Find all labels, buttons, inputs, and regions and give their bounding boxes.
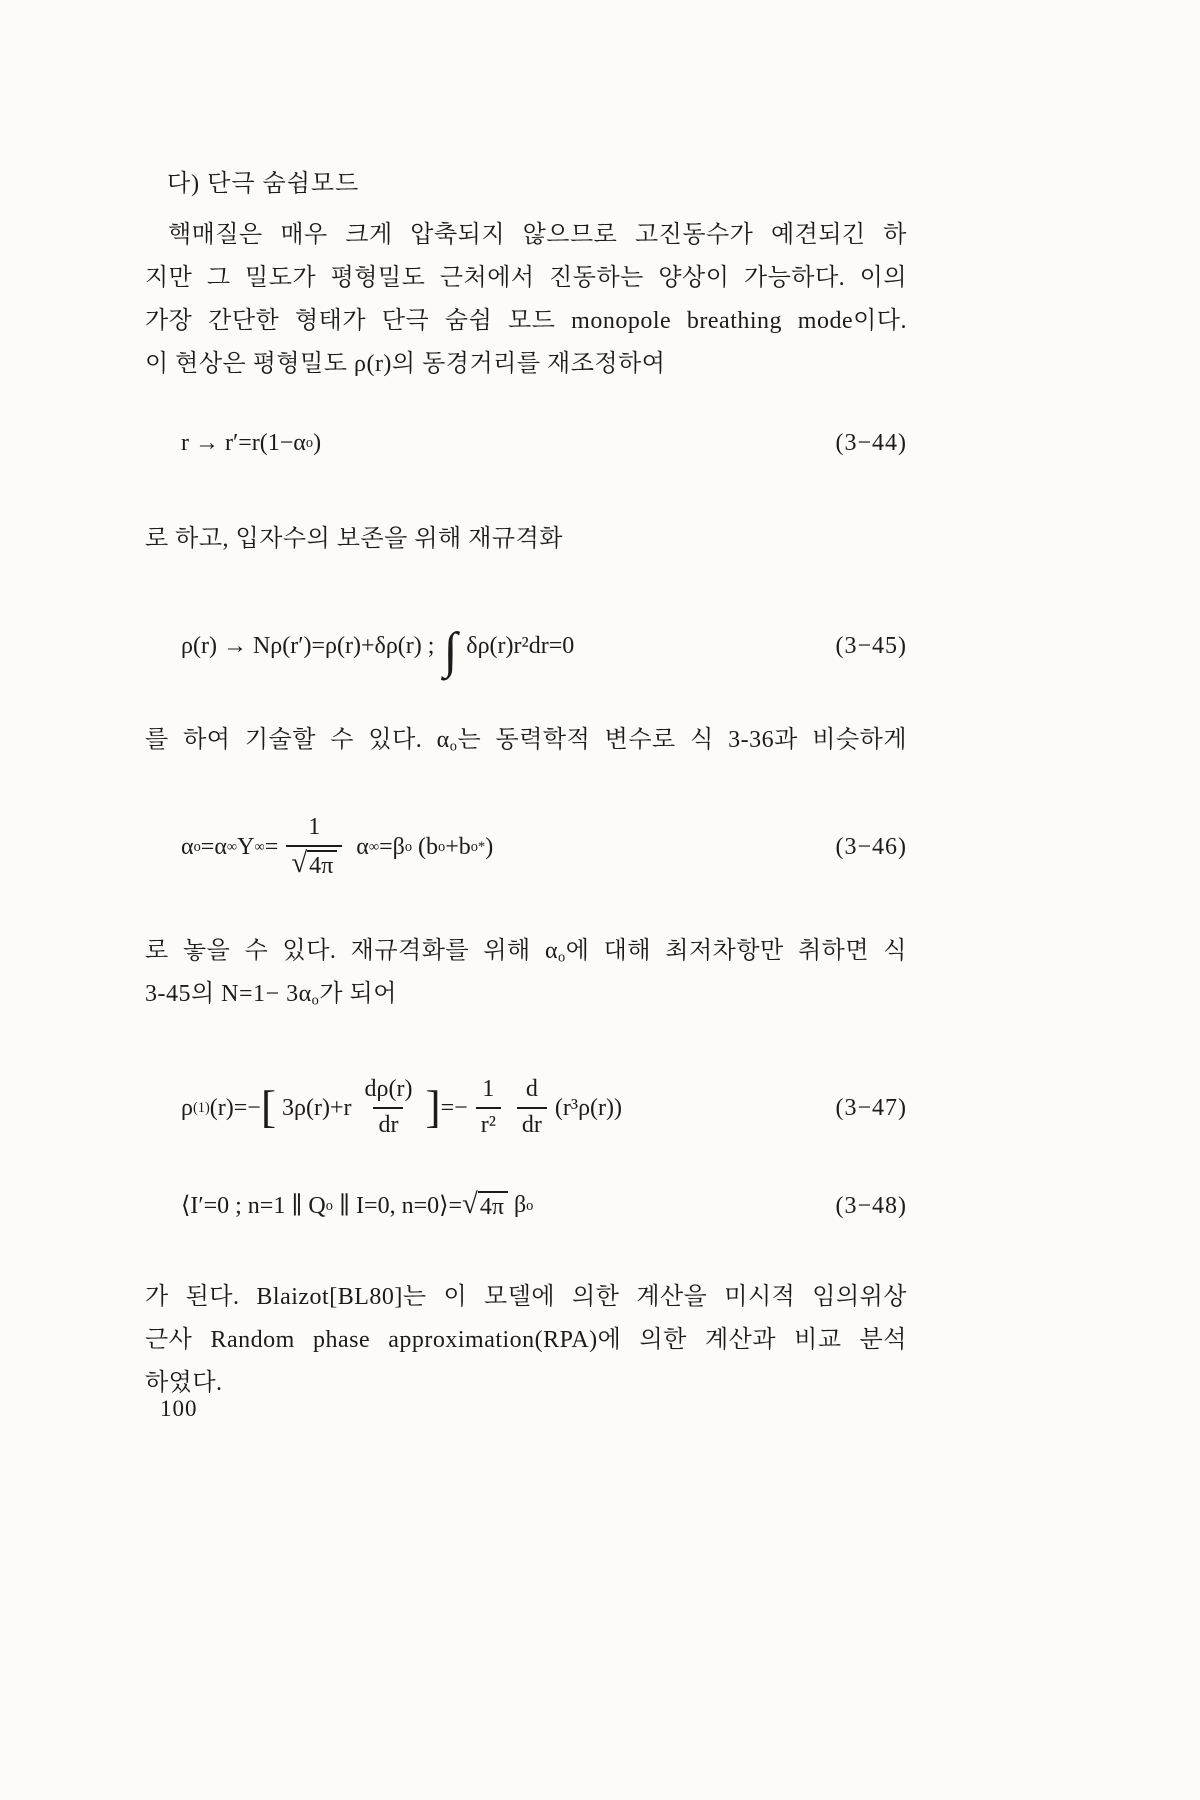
text-line: 가 된다. Blaizot[BL80]는 이 모델에 의한 계산을 미시적 임의위상 [145, 1284, 907, 1310]
equation-3-44 [145, 426, 907, 460]
paragraph-alpha [145, 719, 907, 762]
equation-3-47 [145, 1062, 907, 1154]
paragraph-renorm [145, 930, 907, 1016]
equation-expression: ρ(r) → Nρ(r′)=ρ(r)+δρ(r) ; ∫ δρ(r)r²dr=0 [181, 622, 575, 678]
text-block [145, 163, 907, 1405]
text-line: 하였다. [145, 1370, 223, 1396]
equation-expression: α o =α ∞ Y ∞ = 1 √ 4π α ∞ =β o (b o +b o * ) [181, 813, 494, 879]
page-number: 100 [160, 1396, 198, 1421]
equation-expression: r → r′=r(1−α o ) [181, 429, 322, 456]
text-line: 근사 Random phase approximation(RPA)에 의한 계산과 비교 분석 [145, 1327, 907, 1353]
equation-3-46 [145, 804, 907, 890]
equation-3-48 [145, 1182, 907, 1230]
text-line: 로 하고, 입자수의 보존을 위해 재규격화 [145, 526, 563, 552]
paragraph-intro [145, 214, 907, 386]
text-line: 가장 간단한 형태가 단극 숨쉼 모드 monopole breathing mode이다. [145, 308, 907, 334]
equation-number: (3−48) [835, 1192, 907, 1219]
text-line: 지만 그 밀도가 평형밀도 근처에서 진동하는 양상이 가능하다. 이의 [145, 265, 907, 291]
equation-expression: ρ (1) (r)=− [ 3ρ(r)+r $\frac{d\rho(r)}{dr}$ ] =− $\frac{1}{\text{r²}}$ $\frac{d}{dr}$ (r³ρ(r)) [181, 1076, 623, 1138]
text-line: 이 현상은 평형밀도 ρ(r)의 동경거리를 재조정하여 [145, 351, 666, 377]
equation-3-45 [145, 617, 907, 678]
text-line: 핵매질은 매우 크게 압축되지 않으므로 고진동수가 예견되긴 하 [168, 222, 907, 248]
equation-number: (3−47) [835, 1094, 907, 1121]
paragraph-connector [145, 518, 907, 561]
section-heading: 다) 단극 숨쉼모드 [167, 171, 360, 197]
paragraph-conclusion [145, 1276, 907, 1405]
text-line: 3-45의 $N=1- 3\alpha_o$가 되어 [145, 981, 397, 1009]
equation-number: (3−45) [835, 632, 907, 659]
equation-number: (3−46) [835, 833, 907, 860]
text-line: 로 놓을 수 있다. 재규격화를 위해 $\alpha_o$에 대해 최저차항만 취하면 식 [145, 938, 907, 966]
text-line: 를 하여 기술할 수 있다. $\alpha_o$는 동력학적 변수로 식 3-36과 비슷하게 [145, 727, 907, 755]
equation-expression: ⟨I′=0 ; n=1 ∥ Q o ∥ I=0, n=0⟩= √ 4π β o [181, 1188, 534, 1221]
equation-number: (3−44) [835, 429, 907, 456]
